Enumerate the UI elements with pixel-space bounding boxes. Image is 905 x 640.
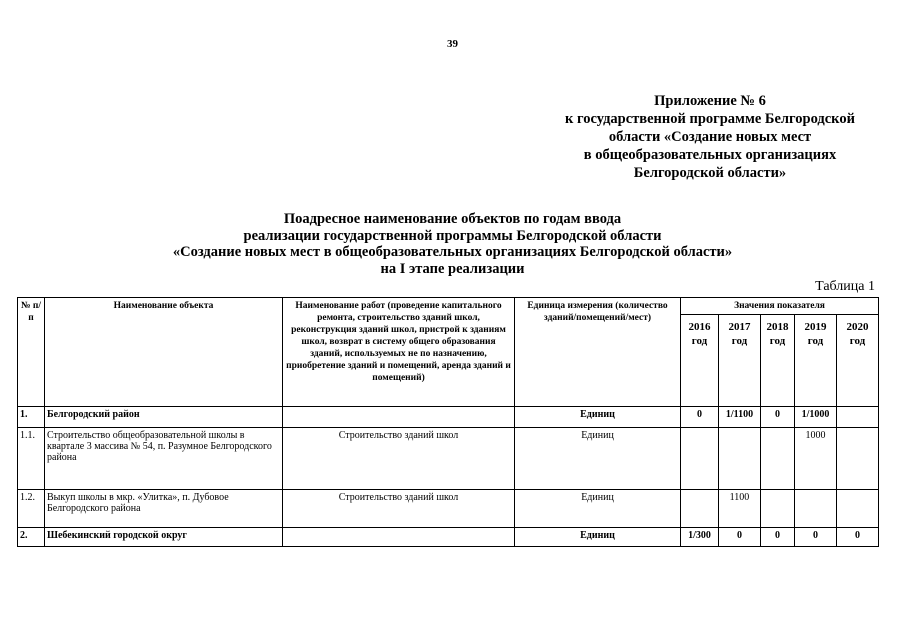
cell-works — [283, 407, 515, 428]
cell-num: 1.2. — [18, 490, 45, 528]
header-unit: Единица измерения (количество зданий/помещений/мест) — [515, 298, 681, 407]
appendix-line: Белгородской области» — [633, 165, 787, 181]
cell-2020 — [837, 407, 879, 428]
cell-2016 — [681, 428, 719, 490]
cell-2019 — [795, 490, 837, 528]
cell-2019: 1000 — [795, 428, 837, 490]
cell-works: Строительство зданий школ — [283, 490, 515, 528]
cell-object: Выкуп школы в мкр. «Улитка», п. Дубовое Белгородского района — [45, 490, 283, 528]
cell-2017: 0 — [719, 528, 761, 547]
header-year-2019: 2019 год — [795, 315, 837, 407]
page-number: 39 — [447, 38, 458, 50]
appendix-line: Приложение № 6 — [654, 93, 766, 109]
cell-object: Белгородский район — [45, 407, 283, 428]
cell-2016: 1/300 — [681, 528, 719, 547]
cell-2019: 1/1000 — [795, 407, 837, 428]
header-num: № п/п — [18, 298, 45, 407]
objects-table — [17, 297, 879, 547]
cell-2020: 0 — [837, 528, 879, 547]
cell-2016: 0 — [681, 407, 719, 428]
cell-2018 — [761, 490, 795, 528]
cell-unit: Единиц — [515, 428, 681, 490]
header-year-2020: 2020 год — [837, 315, 879, 407]
header-values: Значения показателя — [681, 298, 879, 315]
cell-object: Шебекинский городской округ — [45, 528, 283, 547]
table-label: Таблица 1 — [815, 279, 875, 294]
title-line: реализации государственной программы Белгородской области — [243, 227, 662, 244]
cell-num: 1. — [18, 407, 45, 428]
table-row — [18, 407, 879, 428]
cell-works — [283, 528, 515, 547]
title-line: «Создание новых мест в общеобразовательных организациях Белгородской области» — [172, 244, 733, 260]
table-row — [18, 428, 879, 490]
header-works: Наименование работ (проведение капитального ремонта, строительство зданий школ, реконструкция зданий школ, пристрой к зданиям школ, возврат в систему общего образования зданий, используемых не по назначению, приобретение зданий и помещений, аренда зданий и помещений) — [283, 298, 515, 407]
cell-object: Строительство общеобразовательной школы в квартале 3 массива № 54, п. Разумное Белгородского района — [45, 428, 283, 490]
cell-unit: Единиц — [515, 407, 681, 428]
cell-2018: 0 — [761, 407, 795, 428]
header-year-2017: 2017 год — [719, 315, 761, 407]
table-row — [18, 528, 879, 547]
title-line: Поадресное наименование объектов по годам ввода — [283, 211, 622, 227]
cell-unit: Единиц — [515, 528, 681, 547]
cell-num: 1.1. — [18, 428, 45, 490]
header-year-2018: 2018 год — [761, 315, 795, 407]
document-title — [0, 211, 905, 277]
cell-num: 2. — [18, 528, 45, 547]
cell-2019: 0 — [795, 528, 837, 547]
cell-2018: 0 — [761, 528, 795, 547]
appendix-line: к государственной программе Белгородской — [565, 111, 855, 127]
table-row — [18, 490, 879, 528]
cell-2017: 1100 — [719, 490, 761, 528]
cell-works: Строительство зданий школ — [283, 428, 515, 490]
cell-2017: 1/1100 — [719, 407, 761, 428]
header-row — [18, 298, 879, 315]
cell-2017 — [719, 428, 761, 490]
cell-2016 — [681, 490, 719, 528]
header-object: Наименование объекта — [45, 298, 283, 407]
appendix-heading — [520, 92, 900, 182]
cell-unit: Единиц — [515, 490, 681, 528]
cell-2020 — [837, 428, 879, 490]
title-line: на I этапе реализации — [380, 260, 525, 277]
appendix-line: области «Создание новых мест — [608, 129, 812, 145]
appendix-line: в общеобразовательных организациях — [583, 147, 837, 163]
cell-2018 — [761, 428, 795, 490]
header-year-2016: 2016 год — [681, 315, 719, 407]
cell-2020 — [837, 490, 879, 528]
